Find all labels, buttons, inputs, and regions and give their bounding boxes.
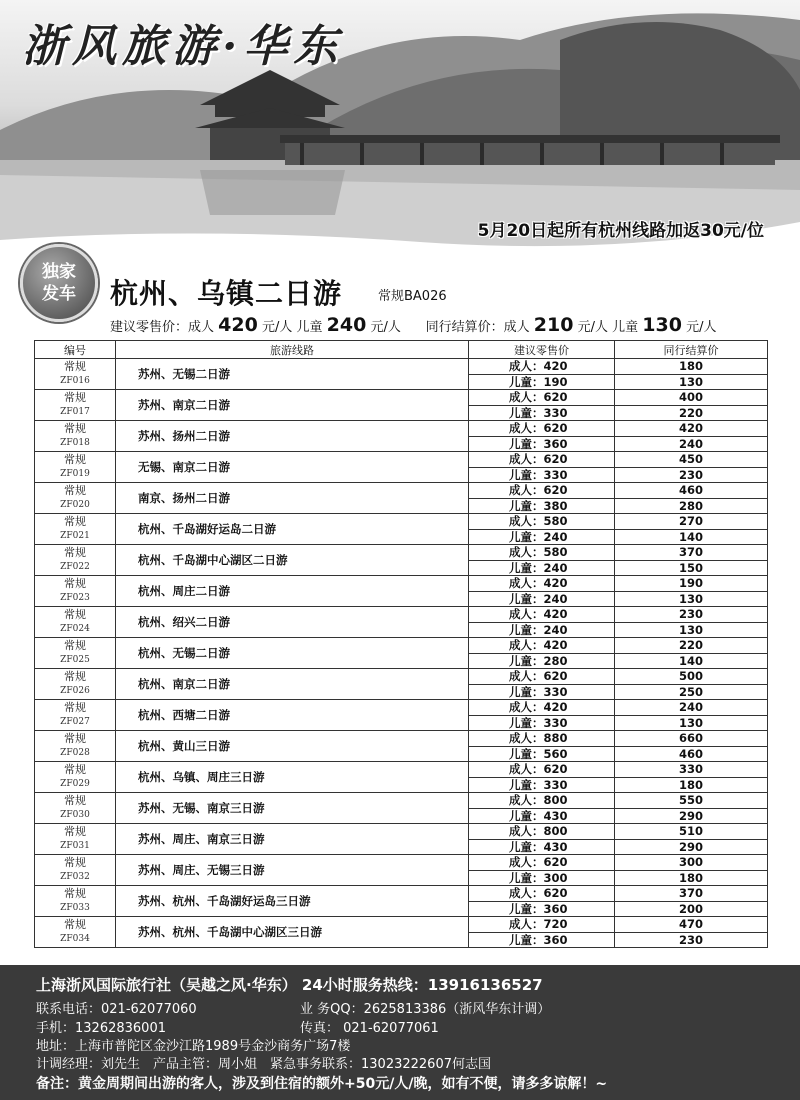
route-code-cell [35,359,116,390]
route-code: ZF033 [60,903,90,913]
trade-child: 140 [615,653,768,669]
trade-label: 同行结算价：成人 [425,320,530,335]
unit-text: 元/人 [370,320,401,335]
table-row [35,514,768,530]
route-name: 苏州、杭州、千岛湖中心湖区三日游 [116,917,469,948]
trade-child: 230 [615,467,768,483]
retail-adult-price: 420 [218,314,258,336]
route-name: 杭州、黄山三日游 [116,731,469,762]
retail-adult: 成人：620 [469,886,615,902]
trade-child: 280 [615,498,768,514]
retail-label: 建议零售价：成人 [110,320,215,335]
route-name: 苏州、无锡二日游 [116,359,469,390]
route-code: ZF017 [60,407,90,417]
route-code: ZF028 [60,748,90,758]
route-code: ZF019 [60,469,90,479]
table-row [35,576,768,592]
header-trade: 同行结算价 [615,341,768,359]
retail-child: 儿童：360 [469,901,615,917]
route-code: ZF026 [60,686,90,696]
retail-adult: 成人：620 [469,483,615,499]
footer-mobile: 手机：13262836001 [36,1021,166,1036]
retail-child: 儿童：330 [469,405,615,421]
retail-child: 儿童：430 [469,839,615,855]
route-name: 南京、扬州二日游 [116,483,469,514]
trade-child: 240 [615,436,768,452]
table-row [35,669,768,685]
route-type: 常规 [64,608,86,621]
route-code-cell [35,669,116,700]
route-type: 常规 [64,639,86,652]
retail-adult: 成人：620 [469,452,615,468]
table-row [35,793,768,809]
retail-child: 儿童：240 [469,529,615,545]
route-code: ZF034 [60,934,90,944]
route-code-cell [35,514,116,545]
route-code: ZF025 [60,655,90,665]
retail-child: 儿童：330 [469,715,615,731]
unit-text: 元/人 [686,320,717,335]
exclusive-badge [20,244,98,322]
route-code-cell [35,576,116,607]
route-code: ZF031 [60,841,90,851]
route-name: 杭州、西塘二日游 [116,700,469,731]
route-code-cell [35,452,116,483]
route-code-cell [35,917,116,948]
route-name: 杭州、周庄二日游 [116,576,469,607]
route-name: 杭州、千岛湖好运岛二日游 [116,514,469,545]
route-code-cell [35,607,116,638]
route-name: 苏州、杭州、千岛湖好运岛三日游 [116,886,469,917]
route-code-cell [35,793,116,824]
footer-qq: 业 务QQ：2625813386（浙风华东计调） [300,1002,551,1017]
featured-tour-title: 杭州、乌镇二日游 [110,277,343,310]
retail-child-price: 240 [326,314,367,336]
retail-adult: 成人：420 [469,607,615,623]
trade-adult-price: 210 [533,314,574,336]
route-name: 无锡、南京二日游 [116,452,469,483]
route-code: ZF032 [60,872,90,882]
trade-child: 150 [615,560,768,576]
route-code: ZF024 [60,624,90,634]
trade-child: 290 [615,808,768,824]
badge-line1: 独家 [42,262,76,282]
route-code-cell [35,483,116,514]
retail-child: 儿童：330 [469,777,615,793]
route-code: ZF023 [60,593,90,603]
route-code-cell [35,700,116,731]
retail-adult: 成人：580 [469,545,615,561]
retail-adult: 成人：620 [469,855,615,871]
route-code: ZF027 [60,717,90,727]
trade-adult: 240 [615,700,768,716]
trade-child: 130 [615,715,768,731]
trade-child: 130 [615,622,768,638]
table-row [35,607,768,623]
retail-adult: 成人：420 [469,700,615,716]
trade-child: 220 [615,405,768,421]
retail-adult: 成人：620 [469,762,615,778]
retail-child: 儿童：360 [469,436,615,452]
retail-child: 儿童：240 [469,560,615,576]
trade-adult: 470 [615,917,768,933]
route-type: 常规 [64,422,86,435]
header-route: 旅游线路 [116,341,469,359]
route-type: 常规 [64,577,86,590]
trade-child-price: 130 [642,314,682,336]
trade-adult: 450 [615,452,768,468]
route-name: 杭州、无锡二日游 [116,638,469,669]
retail-child: 儿童：190 [469,374,615,390]
route-code: ZF030 [60,810,90,820]
route-type: 常规 [64,825,86,838]
route-name: 苏州、周庄、无锡三日游 [116,855,469,886]
header-code: 编号 [35,341,116,359]
table-row [35,483,768,499]
route-name: 杭州、千岛湖中心湖区二日游 [116,545,469,576]
table-row [35,638,768,654]
route-code-cell [35,545,116,576]
route-code: ZF016 [60,376,90,386]
trade-child: 180 [615,777,768,793]
trade-adult: 220 [615,638,768,654]
trade-child: 180 [615,870,768,886]
trade-adult: 180 [615,359,768,375]
route-code-cell [35,390,116,421]
table-row [35,421,768,437]
trade-adult: 330 [615,762,768,778]
retail-adult: 成人：420 [469,638,615,654]
footer [0,965,800,1100]
route-type: 常规 [64,391,86,404]
header-banner [0,0,800,262]
route-name: 苏州、南京二日游 [116,390,469,421]
retail-child: 儿童：560 [469,746,615,762]
route-name: 杭州、乌镇、周庄三日游 [116,762,469,793]
route-type: 常规 [64,856,86,869]
unit-text: 元/人 儿童 [261,320,323,335]
route-code: ZF018 [60,438,90,448]
route-code-cell [35,731,116,762]
retail-adult: 成人：800 [469,824,615,840]
route-type: 常规 [64,918,86,931]
footer-staff: 计调经理：刘先生 产品主管：周小姐 紧急事务联系：13023222607何志国 [36,1057,491,1072]
trade-adult: 230 [615,607,768,623]
retail-adult: 成人：580 [469,514,615,530]
footer-address: 地址：上海市普陀区金沙江路1989号金沙商务广场7楼 [36,1039,351,1054]
route-name: 杭州、绍兴二日游 [116,607,469,638]
routes-table-body [35,359,768,948]
table-row [35,359,768,375]
promo-banner: 5月20日起所有杭州线路加返30元/位 [477,221,764,241]
brand-title: 浙风旅游·华东 [22,21,344,72]
route-type: 常规 [64,701,86,714]
table-row [35,824,768,840]
unit-text: 元/人 儿童 [577,320,639,335]
trade-adult: 460 [615,483,768,499]
route-type: 常规 [64,887,86,900]
routes-table [34,340,768,948]
table-row [35,886,768,902]
route-type: 常规 [64,515,86,528]
trade-adult: 190 [615,576,768,592]
retail-adult: 成人：880 [469,731,615,747]
trade-child: 200 [615,901,768,917]
route-type: 常规 [64,453,86,466]
trade-adult: 400 [615,390,768,406]
route-type: 常规 [64,670,86,683]
route-code: ZF022 [60,562,90,572]
route-type: 常规 [64,546,86,559]
retail-adult: 成人：620 [469,669,615,685]
route-code-cell [35,824,116,855]
trade-child: 130 [615,374,768,390]
retail-child: 儿童：280 [469,653,615,669]
header-retail: 建议零售价 [469,341,615,359]
trade-child: 130 [615,591,768,607]
featured-price-line [110,314,716,336]
trade-adult: 550 [615,793,768,809]
trade-adult: 660 [615,731,768,747]
badge-line2: 发车 [42,284,76,304]
featured-tour-code: 常规BA026 [378,289,447,304]
footer-fax: 传真： 021-62077061 [300,1021,439,1036]
route-type: 常规 [64,484,86,497]
route-name: 苏州、扬州二日游 [116,421,469,452]
table-row [35,762,768,778]
footer-phone: 联系电话：021-62077060 [36,1002,197,1017]
route-code-cell [35,855,116,886]
table-row [35,855,768,871]
retail-adult: 成人：720 [469,917,615,933]
footer-note: 备注：黄金周期间出游的客人，涉及到住宿的额外+50元/人/晚，如有不便，请多多谅解！~ [36,1076,608,1092]
table-row [35,700,768,716]
route-code: ZF021 [60,531,90,541]
route-type: 常规 [64,360,86,373]
retail-adult: 成人：620 [469,390,615,406]
table-row [35,545,768,561]
route-code-cell [35,762,116,793]
trade-adult: 300 [615,855,768,871]
retail-child: 儿童：240 [469,591,615,607]
retail-child: 儿童：330 [469,684,615,700]
route-code: ZF029 [60,779,90,789]
route-code-cell [35,886,116,917]
trade-child: 460 [615,746,768,762]
retail-child: 儿童：240 [469,622,615,638]
retail-child: 儿童：380 [469,498,615,514]
trade-adult: 420 [615,421,768,437]
trade-adult: 500 [615,669,768,685]
table-row [35,452,768,468]
trade-adult: 370 [615,545,768,561]
retail-adult: 成人：620 [469,421,615,437]
route-name: 苏州、周庄、南京三日游 [116,824,469,855]
trade-adult: 270 [615,514,768,530]
trade-child: 230 [615,932,768,948]
table-row [35,390,768,406]
table-row [35,731,768,747]
route-type: 常规 [64,732,86,745]
trade-adult: 510 [615,824,768,840]
trade-child: 290 [615,839,768,855]
table-header-row [35,341,768,359]
route-type: 常规 [64,763,86,776]
route-code-cell [35,421,116,452]
route-code: ZF020 [60,500,90,510]
footer-company: 上海浙风国际旅行社（吴越之风·华东） 24小时服务热线：13916136527 [36,976,543,994]
trade-adult: 370 [615,886,768,902]
table-row [35,917,768,933]
retail-child: 儿童：300 [469,870,615,886]
retail-child: 儿童：330 [469,467,615,483]
retail-adult: 成人：420 [469,576,615,592]
route-type: 常规 [64,794,86,807]
retail-child: 儿童：430 [469,808,615,824]
route-name: 杭州、南京二日游 [116,669,469,700]
route-code-cell [35,638,116,669]
route-name: 苏州、无锡、南京三日游 [116,793,469,824]
retail-child: 儿童：360 [469,932,615,948]
retail-adult: 成人：800 [469,793,615,809]
trade-child: 140 [615,529,768,545]
retail-adult: 成人：420 [469,359,615,375]
trade-child: 250 [615,684,768,700]
